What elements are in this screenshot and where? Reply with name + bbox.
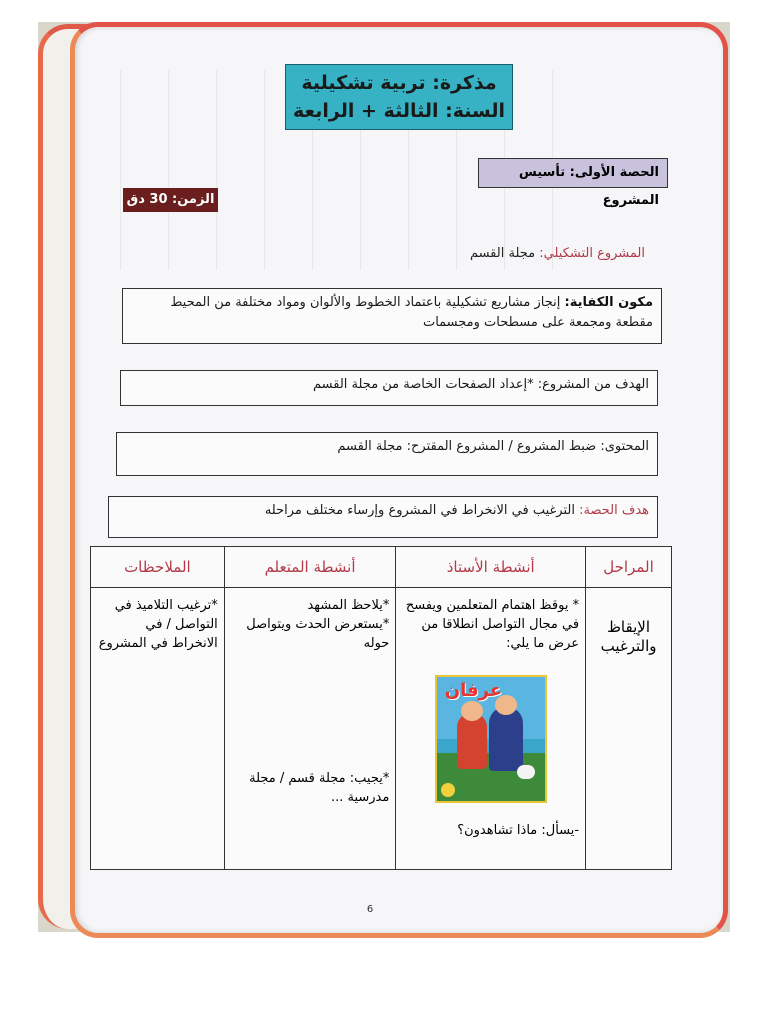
learner-discuss: *يستعرض الحدث ويتواصل حوله bbox=[246, 617, 390, 651]
session-aim-label: هدف الحصة: bbox=[579, 503, 649, 518]
competence-box bbox=[122, 288, 662, 344]
goal-value: *إعداد الصفحات الخاصة من مجلة القسم bbox=[313, 377, 534, 392]
stage-cell: الإيقاظ والترغيب bbox=[586, 588, 672, 870]
session-aim-box bbox=[108, 496, 658, 538]
cover-badge bbox=[441, 783, 455, 797]
goal-box bbox=[120, 370, 658, 406]
project-label: المشروع التشكيلي: bbox=[539, 246, 645, 261]
table-row bbox=[91, 588, 672, 870]
content-label: المحتوى: bbox=[600, 439, 649, 454]
teacher-intro: * يوقظ اهتمام المتعلمين ويفسح في مجال التواصل انطلاقا من عرض ما يلي: bbox=[405, 598, 580, 651]
learner-cell bbox=[224, 588, 396, 870]
content-value: ضبط المشروع / المشروع المقترح: مجلة القسم bbox=[337, 439, 597, 454]
learner-answer: *يجيب: مجلة قسم / مجلة مدرسية ... bbox=[249, 771, 390, 805]
competence-value: إنجاز مشاريع تشكيلية باعتماد الخطوط والألوان ومواد مختلفة من المحيط مقطعة ومجمعة على مسطحات ومجسمات bbox=[170, 295, 653, 330]
page-number: 6 bbox=[366, 904, 374, 915]
title-subject: مذكرة: تربية تشكيلية bbox=[301, 72, 497, 94]
session-label: الحصة الأولى: تأسيس المشروع bbox=[478, 158, 668, 188]
character-figure bbox=[457, 713, 487, 769]
session-aim-value: الترغيب في الانخراط في المشروع وإرساء مختلف مراحله bbox=[264, 503, 575, 518]
lesson-table bbox=[90, 546, 672, 870]
title-box bbox=[285, 64, 513, 130]
comic-cover-image bbox=[435, 675, 547, 803]
header-notes: الملاحظات bbox=[91, 547, 225, 588]
title-year: السنة: الثالثة + الرابعة bbox=[293, 100, 505, 122]
project-value: مجلة القسم bbox=[469, 246, 536, 261]
content-box bbox=[116, 432, 658, 476]
teacher-cell bbox=[396, 588, 586, 870]
header-teacher: أنشطة الأستاذ bbox=[396, 547, 586, 588]
comic-logo: عرفان bbox=[444, 680, 503, 701]
notes-cell: *ترغيب التلاميذ في التواصل / في الانخراط في المشروع bbox=[91, 588, 225, 870]
project-line bbox=[360, 246, 645, 261]
header-stages: المراحل bbox=[586, 547, 672, 588]
learner-observe: *يلاحظ المشهد bbox=[307, 598, 390, 613]
header-learner: أنشطة المتعلم bbox=[224, 547, 396, 588]
time-badge: الزمن: 30 دق bbox=[123, 188, 218, 212]
teacher-question: -يسأل: ماذا تشاهدون؟ bbox=[457, 823, 580, 838]
competence-label: مكون الكفاية: bbox=[564, 295, 653, 310]
cat-figure bbox=[517, 765, 535, 779]
goal-label: الهدف من المشروع: bbox=[537, 377, 649, 392]
table-header-row bbox=[91, 547, 672, 588]
character-figure bbox=[489, 707, 523, 771]
